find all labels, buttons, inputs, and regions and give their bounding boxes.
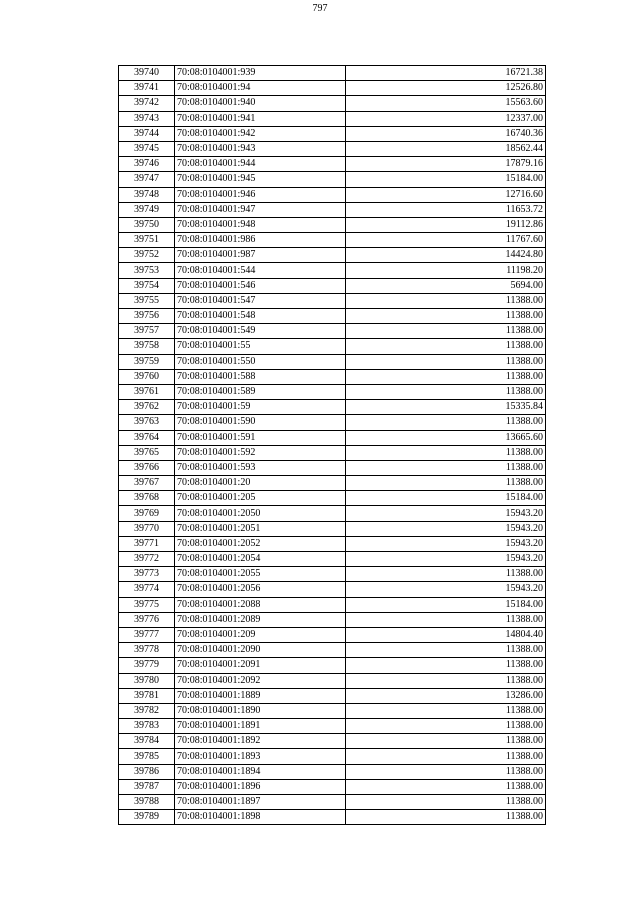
value-cell: 16740.36 bbox=[346, 126, 546, 141]
row-number-cell: 39754 bbox=[119, 278, 175, 293]
table-row bbox=[119, 248, 546, 263]
row-number-cell: 39765 bbox=[119, 445, 175, 460]
table-row bbox=[119, 430, 546, 445]
table-row bbox=[119, 734, 546, 749]
value-cell: 11388.00 bbox=[346, 810, 546, 825]
table-row bbox=[119, 460, 546, 475]
table-row bbox=[119, 643, 546, 658]
cadastral-number-cell: 70:08:0104001:2092 bbox=[175, 673, 346, 688]
table-row bbox=[119, 354, 546, 369]
cadastral-number-cell: 70:08:0104001:2051 bbox=[175, 521, 346, 536]
row-number-cell: 39779 bbox=[119, 658, 175, 673]
table-row bbox=[119, 749, 546, 764]
table-row bbox=[119, 324, 546, 339]
value-cell: 11388.00 bbox=[346, 673, 546, 688]
cadastral-number-cell: 70:08:0104001:1890 bbox=[175, 703, 346, 718]
row-number-cell: 39756 bbox=[119, 309, 175, 324]
table-row bbox=[119, 567, 546, 582]
value-cell: 13665.60 bbox=[346, 430, 546, 445]
cadastral-number-cell: 70:08:0104001:948 bbox=[175, 217, 346, 232]
table-row bbox=[119, 703, 546, 718]
table-row bbox=[119, 339, 546, 354]
table-row bbox=[119, 369, 546, 384]
row-number-cell: 39746 bbox=[119, 157, 175, 172]
table-row bbox=[119, 673, 546, 688]
value-cell: 11388.00 bbox=[346, 703, 546, 718]
table-row bbox=[119, 111, 546, 126]
row-number-cell: 39783 bbox=[119, 719, 175, 734]
value-cell: 15563.60 bbox=[346, 96, 546, 111]
table-row bbox=[119, 506, 546, 521]
row-number-cell: 39757 bbox=[119, 324, 175, 339]
cadastral-number-cell: 70:08:0104001:593 bbox=[175, 460, 346, 475]
row-number-cell: 39778 bbox=[119, 643, 175, 658]
cadastral-number-cell: 70:08:0104001:55 bbox=[175, 339, 346, 354]
cadastral-number-cell: 70:08:0104001:942 bbox=[175, 126, 346, 141]
cadastral-number-cell: 70:08:0104001:2055 bbox=[175, 567, 346, 582]
row-number-cell: 39759 bbox=[119, 354, 175, 369]
cadastral-number-cell: 70:08:0104001:940 bbox=[175, 96, 346, 111]
table-row bbox=[119, 795, 546, 810]
table-row bbox=[119, 81, 546, 96]
cadastral-number-cell: 70:08:0104001:2090 bbox=[175, 643, 346, 658]
value-cell: 11388.00 bbox=[346, 369, 546, 384]
value-cell: 15943.20 bbox=[346, 536, 546, 551]
table-row bbox=[119, 536, 546, 551]
table-row bbox=[119, 612, 546, 627]
row-number-cell: 39761 bbox=[119, 384, 175, 399]
row-number-cell: 39758 bbox=[119, 339, 175, 354]
row-number-cell: 39775 bbox=[119, 597, 175, 612]
table-row bbox=[119, 263, 546, 278]
table-body bbox=[119, 66, 546, 825]
value-cell: 11388.00 bbox=[346, 476, 546, 491]
cadastral-number-cell: 70:08:0104001:941 bbox=[175, 111, 346, 126]
table-row bbox=[119, 400, 546, 415]
row-number-cell: 39745 bbox=[119, 141, 175, 156]
cadastral-number-cell: 70:08:0104001:546 bbox=[175, 278, 346, 293]
cadastral-number-cell: 70:08:0104001:2056 bbox=[175, 582, 346, 597]
cadastral-number-cell: 70:08:0104001:943 bbox=[175, 141, 346, 156]
value-cell: 15943.20 bbox=[346, 521, 546, 536]
table-row bbox=[119, 141, 546, 156]
table-row bbox=[119, 66, 546, 81]
value-cell: 11388.00 bbox=[346, 764, 546, 779]
table-row bbox=[119, 810, 546, 825]
value-cell: 11388.00 bbox=[346, 612, 546, 627]
row-number-cell: 39771 bbox=[119, 536, 175, 551]
value-cell: 11388.00 bbox=[346, 734, 546, 749]
row-number-cell: 39755 bbox=[119, 293, 175, 308]
value-cell: 15184.00 bbox=[346, 172, 546, 187]
table-row bbox=[119, 157, 546, 172]
value-cell: 11388.00 bbox=[346, 779, 546, 794]
row-number-cell: 39768 bbox=[119, 491, 175, 506]
cadastral-number-cell: 70:08:0104001:209 bbox=[175, 627, 346, 642]
table-row bbox=[119, 278, 546, 293]
row-number-cell: 39774 bbox=[119, 582, 175, 597]
table-row bbox=[119, 627, 546, 642]
value-cell: 11388.00 bbox=[346, 415, 546, 430]
value-cell: 14424.80 bbox=[346, 248, 546, 263]
row-number-cell: 39786 bbox=[119, 764, 175, 779]
row-number-cell: 39769 bbox=[119, 506, 175, 521]
cadastral-number-cell: 70:08:0104001:2050 bbox=[175, 506, 346, 521]
cadastral-number-cell: 70:08:0104001:947 bbox=[175, 202, 346, 217]
table-row bbox=[119, 217, 546, 232]
cadastral-number-cell: 70:08:0104001:945 bbox=[175, 172, 346, 187]
cadastral-number-cell: 70:08:0104001:20 bbox=[175, 476, 346, 491]
cadastral-number-cell: 70:08:0104001:1893 bbox=[175, 749, 346, 764]
table-row bbox=[119, 719, 546, 734]
row-number-cell: 39773 bbox=[119, 567, 175, 582]
row-number-cell: 39788 bbox=[119, 795, 175, 810]
cadastral-number-cell: 70:08:0104001:591 bbox=[175, 430, 346, 445]
value-cell: 11388.00 bbox=[346, 719, 546, 734]
table-row bbox=[119, 187, 546, 202]
cadastral-number-cell: 70:08:0104001:205 bbox=[175, 491, 346, 506]
value-cell: 11388.00 bbox=[346, 354, 546, 369]
value-cell: 11388.00 bbox=[346, 293, 546, 308]
table-row bbox=[119, 552, 546, 567]
table-row bbox=[119, 233, 546, 248]
cadastral-number-cell: 70:08:0104001:1898 bbox=[175, 810, 346, 825]
row-number-cell: 39740 bbox=[119, 66, 175, 81]
value-cell: 15184.00 bbox=[346, 491, 546, 506]
row-number-cell: 39753 bbox=[119, 263, 175, 278]
cadastral-number-cell: 70:08:0104001:986 bbox=[175, 233, 346, 248]
value-cell: 15335.84 bbox=[346, 400, 546, 415]
value-cell: 17879.16 bbox=[346, 157, 546, 172]
cadastral-number-cell: 70:08:0104001:939 bbox=[175, 66, 346, 81]
row-number-cell: 39772 bbox=[119, 552, 175, 567]
value-cell: 11388.00 bbox=[346, 749, 546, 764]
value-cell: 11388.00 bbox=[346, 339, 546, 354]
cadastral-number-cell: 70:08:0104001:1894 bbox=[175, 764, 346, 779]
cadastral-number-cell: 70:08:0104001:590 bbox=[175, 415, 346, 430]
cadastral-number-cell: 70:08:0104001:2089 bbox=[175, 612, 346, 627]
value-cell: 18562.44 bbox=[346, 141, 546, 156]
row-number-cell: 39764 bbox=[119, 430, 175, 445]
cadastral-number-cell: 70:08:0104001:544 bbox=[175, 263, 346, 278]
row-number-cell: 39747 bbox=[119, 172, 175, 187]
value-cell: 12337.00 bbox=[346, 111, 546, 126]
table-row bbox=[119, 491, 546, 506]
value-cell: 15943.20 bbox=[346, 506, 546, 521]
row-number-cell: 39743 bbox=[119, 111, 175, 126]
value-cell: 15184.00 bbox=[346, 597, 546, 612]
row-number-cell: 39780 bbox=[119, 673, 175, 688]
cadastral-number-cell: 70:08:0104001:2091 bbox=[175, 658, 346, 673]
value-cell: 11388.00 bbox=[346, 460, 546, 475]
cadastral-number-cell: 70:08:0104001:549 bbox=[175, 324, 346, 339]
value-cell: 11388.00 bbox=[346, 658, 546, 673]
table-row bbox=[119, 597, 546, 612]
row-number-cell: 39770 bbox=[119, 521, 175, 536]
value-cell: 11388.00 bbox=[346, 445, 546, 460]
cadastral-number-cell: 70:08:0104001:592 bbox=[175, 445, 346, 460]
row-number-cell: 39762 bbox=[119, 400, 175, 415]
value-cell: 11198.20 bbox=[346, 263, 546, 278]
cadastral-number-cell: 70:08:0104001:550 bbox=[175, 354, 346, 369]
cadastral-number-cell: 70:08:0104001:2054 bbox=[175, 552, 346, 567]
value-cell: 11388.00 bbox=[346, 795, 546, 810]
value-cell: 14804.40 bbox=[346, 627, 546, 642]
row-number-cell: 39785 bbox=[119, 749, 175, 764]
value-cell: 11388.00 bbox=[346, 567, 546, 582]
cadastral-number-cell: 70:08:0104001:1897 bbox=[175, 795, 346, 810]
table-row bbox=[119, 476, 546, 491]
cadastral-number-cell: 70:08:0104001:946 bbox=[175, 187, 346, 202]
table-row bbox=[119, 415, 546, 430]
value-cell: 19112.86 bbox=[346, 217, 546, 232]
cadastral-number-cell: 70:08:0104001:588 bbox=[175, 369, 346, 384]
row-number-cell: 39784 bbox=[119, 734, 175, 749]
table-row bbox=[119, 202, 546, 217]
value-cell: 16721.38 bbox=[346, 66, 546, 81]
cadastral-number-cell: 70:08:0104001:589 bbox=[175, 384, 346, 399]
value-cell: 12526.80 bbox=[346, 81, 546, 96]
row-number-cell: 39766 bbox=[119, 460, 175, 475]
value-cell: 11767.60 bbox=[346, 233, 546, 248]
value-cell: 11388.00 bbox=[346, 643, 546, 658]
cadastral-number-cell: 70:08:0104001:1892 bbox=[175, 734, 346, 749]
row-number-cell: 39742 bbox=[119, 96, 175, 111]
table-row bbox=[119, 445, 546, 460]
value-cell: 11388.00 bbox=[346, 384, 546, 399]
row-number-cell: 39776 bbox=[119, 612, 175, 627]
cadastral-number-cell: 70:08:0104001:59 bbox=[175, 400, 346, 415]
cadastral-number-cell: 70:08:0104001:987 bbox=[175, 248, 346, 263]
table-row bbox=[119, 126, 546, 141]
row-number-cell: 39760 bbox=[119, 369, 175, 384]
row-number-cell: 39741 bbox=[119, 81, 175, 96]
row-number-cell: 39749 bbox=[119, 202, 175, 217]
table-row bbox=[119, 172, 546, 187]
table-row bbox=[119, 309, 546, 324]
cadastral-value-table bbox=[118, 65, 546, 825]
row-number-cell: 39748 bbox=[119, 187, 175, 202]
value-cell: 11388.00 bbox=[346, 324, 546, 339]
table-row bbox=[119, 688, 546, 703]
value-cell: 15943.20 bbox=[346, 552, 546, 567]
cadastral-number-cell: 70:08:0104001:1891 bbox=[175, 719, 346, 734]
table-row bbox=[119, 764, 546, 779]
cadastral-number-cell: 70:08:0104001:944 bbox=[175, 157, 346, 172]
value-cell: 11388.00 bbox=[346, 309, 546, 324]
table-row bbox=[119, 96, 546, 111]
cadastral-number-cell: 70:08:0104001:547 bbox=[175, 293, 346, 308]
table-row bbox=[119, 521, 546, 536]
table-row bbox=[119, 658, 546, 673]
row-number-cell: 39767 bbox=[119, 476, 175, 491]
table-row bbox=[119, 293, 546, 308]
page-number: 797 bbox=[312, 3, 328, 14]
row-number-cell: 39781 bbox=[119, 688, 175, 703]
cadastral-number-cell: 70:08:0104001:2088 bbox=[175, 597, 346, 612]
cadastral-number-cell: 70:08:0104001:94 bbox=[175, 81, 346, 96]
value-cell: 5694.00 bbox=[346, 278, 546, 293]
row-number-cell: 39750 bbox=[119, 217, 175, 232]
row-number-cell: 39777 bbox=[119, 627, 175, 642]
row-number-cell: 39789 bbox=[119, 810, 175, 825]
row-number-cell: 39787 bbox=[119, 779, 175, 794]
cadastral-number-cell: 70:08:0104001:548 bbox=[175, 309, 346, 324]
cadastral-number-cell: 70:08:0104001:1889 bbox=[175, 688, 346, 703]
cadastral-number-cell: 70:08:0104001:1896 bbox=[175, 779, 346, 794]
value-cell: 11653.72 bbox=[346, 202, 546, 217]
value-cell: 15943.20 bbox=[346, 582, 546, 597]
row-number-cell: 39744 bbox=[119, 126, 175, 141]
table-row bbox=[119, 384, 546, 399]
table-row bbox=[119, 779, 546, 794]
value-cell: 12716.60 bbox=[346, 187, 546, 202]
value-cell: 13286.00 bbox=[346, 688, 546, 703]
table-row bbox=[119, 582, 546, 597]
cadastral-number-cell: 70:08:0104001:2052 bbox=[175, 536, 346, 551]
row-number-cell: 39752 bbox=[119, 248, 175, 263]
row-number-cell: 39782 bbox=[119, 703, 175, 718]
row-number-cell: 39763 bbox=[119, 415, 175, 430]
row-number-cell: 39751 bbox=[119, 233, 175, 248]
